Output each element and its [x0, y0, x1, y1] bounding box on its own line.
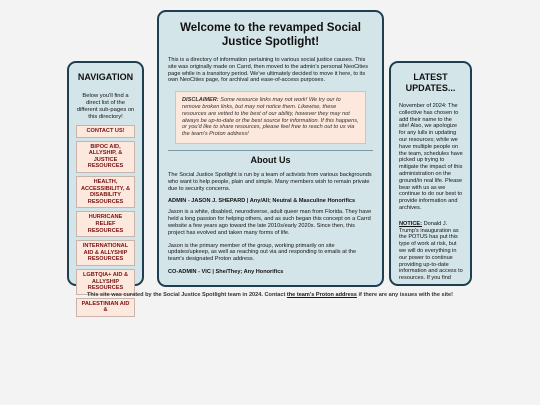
nav-international-aid[interactable]: INTERNATIONAL AID & ALLYSHIP RESOURCES	[76, 240, 135, 266]
nav-lgbtqia-aid[interactable]: LGBTQIA+ AID & ALLYSHIP RESOURCES	[76, 269, 135, 295]
notice-entry	[399, 221, 463, 282]
coadmin-role: CO-ADMIN - VIC | She/They; Any Honorifics	[168, 268, 284, 275]
update-entry: November of 2024: The collective has chosen to add their name to the site! Also, we apologize for any lulls in updating our resources; while we have multiple people on the team, schedules have picked up trying to mitigate the impact of this administration on the ground/in real life. Please bear with us as we continue to do our best to provide information and archives.	[399, 103, 463, 211]
navigation-panel	[67, 61, 144, 314]
admin-role: ADMIN - JASON J. SHEPARD | Any/All; Neutral & Masculine Honorifics	[168, 198, 356, 205]
notice-text: Donald J. Trump's inauguration as the POTUS has put this type of work at risk, but we will do everything in our power to continue providing up-to-date information and access to resources. If you find	[399, 220, 463, 282]
divider	[168, 150, 373, 151]
notice-label: NOTICE:	[399, 220, 422, 227]
page-title: Welcome to the revamped Social Justice Spotlight!	[180, 21, 361, 48]
intro-paragraph: This is a directory of information pertaining to various social justice causes. This site was originally made on Carrd, then moved to the admin's personal NeoCities page while in a transitory period. We've ultimately decided to move it here, to its own NeoCities page, for archival and ease-of-access purposes.	[168, 57, 369, 84]
navigation-title: NAVIGATION	[77, 72, 134, 82]
footer	[0, 292, 540, 298]
disclaimer-box	[175, 91, 366, 144]
updates-title: LATEST UPDATES...	[405, 72, 456, 93]
updates-panel	[389, 61, 472, 286]
main-panel	[157, 10, 384, 287]
about-heading: About Us	[250, 154, 291, 165]
nav-contact-us[interactable]: CONTACT US!	[76, 125, 135, 138]
footer-text-post: if there are any issues with the site!	[358, 292, 453, 298]
disclaimer-label: DISCLAIMER:	[182, 97, 219, 104]
disclaimer-text: Some resource links may not work! We try our to remove broken links, but may not notice them. Likewise, these resources are vetted to the best of our ability, however they may not always be up-to-date or the best source for information. If this happens, or you'd like to share resources, please feel free to reach out to us via the team's Proton address!	[182, 97, 359, 138]
admin-bio-1: Jason is a white, disabled, neurodiverse, adult queer man from Florida. They have held a long passion for helping others, and as such began this concept on a Carrd website a few years ago toward the late 2010s/early 2020s. Since then, this project has evolved and taken many forms of life.	[168, 209, 372, 236]
admin-bio-2: Jason is the primary member of the group, working primarily on site updates/upkeep, as well as reaching out via and responding to emails at the team's designated Proton address.	[168, 242, 357, 263]
proton-address-link[interactable]: the team's Proton address	[286, 292, 357, 298]
nav-bipoc-resources[interactable]: BIPOC AID, ALLYSHIP, & JUSTICE RESOURCES	[76, 141, 135, 173]
nav-palestinian-aid[interactable]: PALESTINIAN AID &	[76, 298, 135, 317]
nav-health-resources[interactable]: HEALTH, ACCESSIBILITY, & DISABILITY RESOURCES	[76, 176, 135, 208]
about-paragraph: The Social Justice Spotlight is run by a team of activists from various backgrounds who want to help people, plain and simple. Many members wish to remain private due to security concerns.	[168, 171, 372, 192]
navigation-intro: Below you'll find a direct list of the different sub-pages on this directory!	[76, 93, 135, 120]
nav-hurricane-relief[interactable]: HURRICANE RELIEF RESOURCES	[76, 211, 135, 237]
footer-text-pre: This site was curated by the Social Justice Spotlight team in 2024. Contact	[87, 292, 286, 298]
